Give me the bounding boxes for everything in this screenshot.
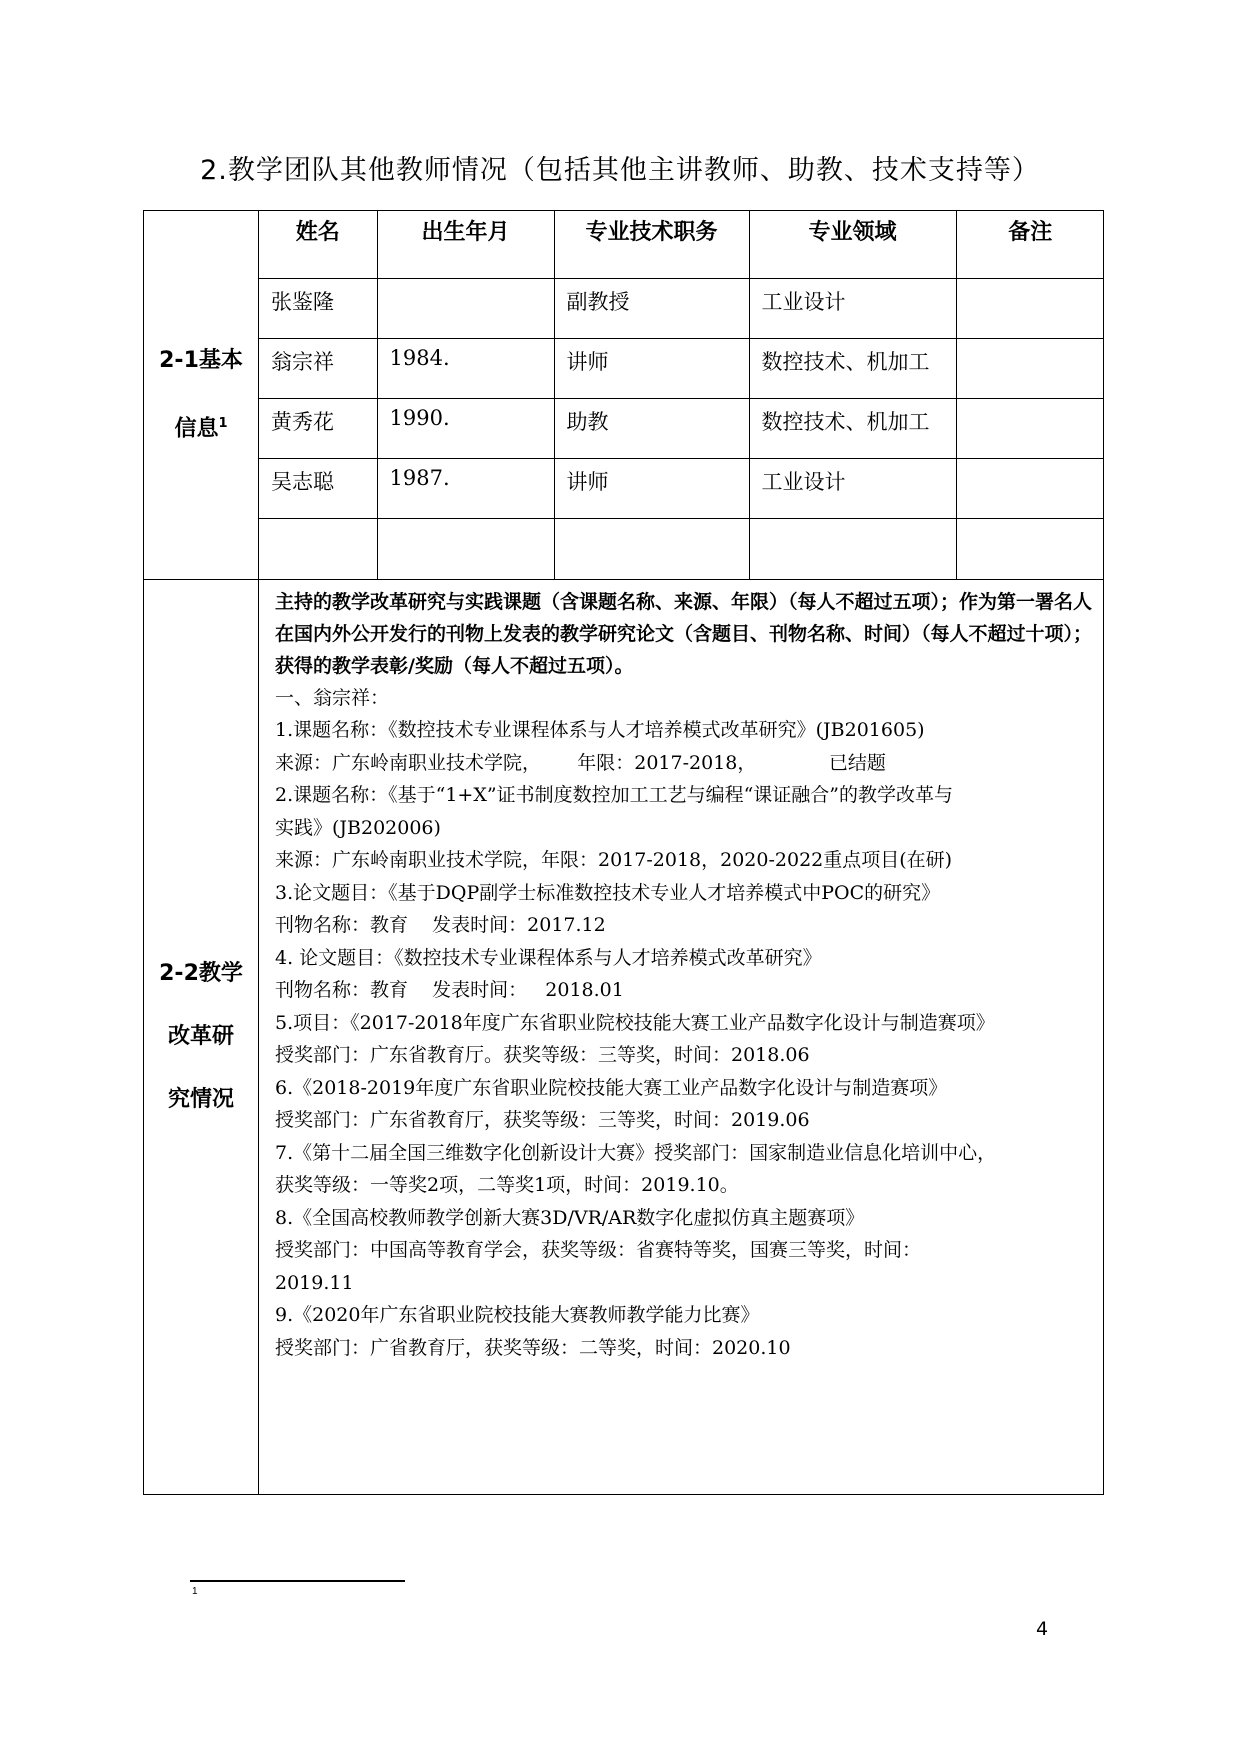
table-row [259,459,1104,519]
teaching-reform-cell [259,579,1104,1494]
cell-birth: 1990. [377,399,554,459]
page-number: 4 [1036,1618,1049,1640]
list-item: 2019.11 [275,1271,354,1294]
list-item: 来源：广东岭南职业技术学院，年限：2017-2018，2020-2022重点项目(在研) [275,849,953,871]
list-item: 授奖部门：广省教育厅，获奖等级：二等奖，时间：2020.10 [275,1336,791,1359]
table-row [259,279,1104,339]
cell-remark [956,459,1104,519]
cell-title: 副教授 [554,279,749,339]
cell-field: 数控技术、机加工 [749,339,956,399]
cell-remark [956,399,1104,459]
section-teaching-reform-label-line3: 究情况 [167,1087,234,1112]
cell-field: 数控技术、机加工 [749,399,956,459]
list-item: 刊物名称：教育 发表时间： 2018.01 [275,979,624,1001]
cell-name [259,519,377,579]
section-teaching-reform-label-line2: 改革研 [167,1024,234,1049]
list-item: 1.课题名称：《数控技术专业课程体系与人才培养模式改革研究》(JB201605) [275,719,925,741]
list-item: 授奖部门：广东省教育厅。获奖等级：三等奖，时间：2018.06 [275,1044,810,1066]
list-item: 5.项目：《2017-2018年度广东省职业院校技能大赛工业产品数字化设计与制造赛项》 [275,1011,995,1034]
list-item: 4. 论文题目：《数控技术专业课程体系与人才培养模式改革研究》 [275,946,822,969]
footnote-divider [190,1580,405,1582]
cell-title: 讲师 [554,339,749,399]
table-row [259,339,1104,399]
list-item: 7.《第十二届全国三维数字化创新设计大赛》授奖部门：国家制造业信息化培训中心， [275,1141,997,1164]
cell-birth: 1984. [377,339,554,399]
cell-name: 黄秀花 [259,399,377,459]
list-item: 授奖部门：中国高等教育学会，获奖等级：省赛特等奖，国赛三等奖，时间： [275,1239,922,1261]
header-field: 专业领域 [749,211,956,279]
list-item: 3.论文题目：《基于DQP副学士标准数控技术专业人才培养模式中POC的研究》 [275,881,941,904]
table-row [259,399,1104,459]
list-item: 一、翁宗祥： [275,686,390,709]
cell-birth [377,279,554,339]
list-item: 授奖部门：广东省教育厅，获奖等级：三等奖，时间：2019.06 [275,1109,810,1131]
section-teaching-reform-label-line1: 2-2教学 [159,961,243,986]
footnote-ref: 1 [218,416,228,432]
section-teaching-reform-label [144,579,259,1494]
list-item: 来源：广东岭南职业技术学院， 年限：2017-2018， 已结题 [275,751,886,774]
header-title: 专业技术职务 [554,211,749,279]
page-title: 2.教学团队其他教师情况（包括其他主讲教师、助教、技术支持等） [200,155,1040,186]
cell-name: 张鉴隆 [259,279,377,339]
basic-info-header-row [259,211,1104,279]
footnote-mark: 1 [192,1586,198,1597]
section-basic-info [144,211,1104,580]
list-item: 2.课题名称：《基于“1+X”证书制度数控加工工艺与编程“课证融合”的教学改革与 [275,784,954,806]
table-row [259,519,1104,579]
section-basic-info-label [144,211,259,580]
cell-remark [956,339,1104,399]
cell-remark [956,519,1104,579]
cell-title: 讲师 [554,459,749,519]
header-name: 姓名 [259,211,377,279]
cell-field: 工业设计 [749,279,956,339]
cell-title: 助教 [554,399,749,459]
cell-remark [956,279,1104,339]
cell-name: 翁宗祥 [259,339,377,399]
list-item: 刊物名称：教育 发表时间：2017.12 [275,914,606,936]
list-item: 实践》(JB202006) [275,816,441,839]
teacher-info-table [143,210,1104,1495]
list-item: 8.《全国高校教师教学创新大赛3D/VR/AR数字化虚拟仿真主题赛项》 [275,1206,865,1229]
list-item: 6.《2018-2019年度广东省职业院校技能大赛工业产品数字化设计与制造赛项》 [275,1076,948,1099]
teaching-reform-instructions: 主持的教学改革研究与实践课题（含课题名称、来源、年限）（每人不超过五项）；作为第一署名人在国内外公开发行的刊物上发表的教学研究论文（含题目、刊物名称、时间）（每人不超过十项）；获得的教学表彰/奖励（每人不超过五项）。 [275,590,1093,677]
list-item: 获奖等级：一等奖2项，二等奖1项，时间：2019.10。 [275,1174,739,1196]
basic-info-table [259,211,1104,579]
teaching-reform-content [259,580,1103,1494]
header-birth: 出生年月 [377,211,554,279]
section-basic-info-label-line2: 信息 [174,416,219,442]
cell-birth: 1987. [377,459,554,519]
cell-birth [377,519,554,579]
section-teaching-reform [144,579,1104,1494]
cell-title [554,519,749,579]
cell-name: 吴志聪 [259,459,377,519]
list-item: 9.《2020年广东省职业院校技能大赛教师教学能力比赛》 [275,1304,760,1326]
section-basic-info-label-line1: 2-1基本 [159,348,243,374]
basic-info-cell [259,211,1104,580]
cell-field [749,519,956,579]
cell-field: 工业设计 [749,459,956,519]
header-remark: 备注 [956,211,1104,279]
